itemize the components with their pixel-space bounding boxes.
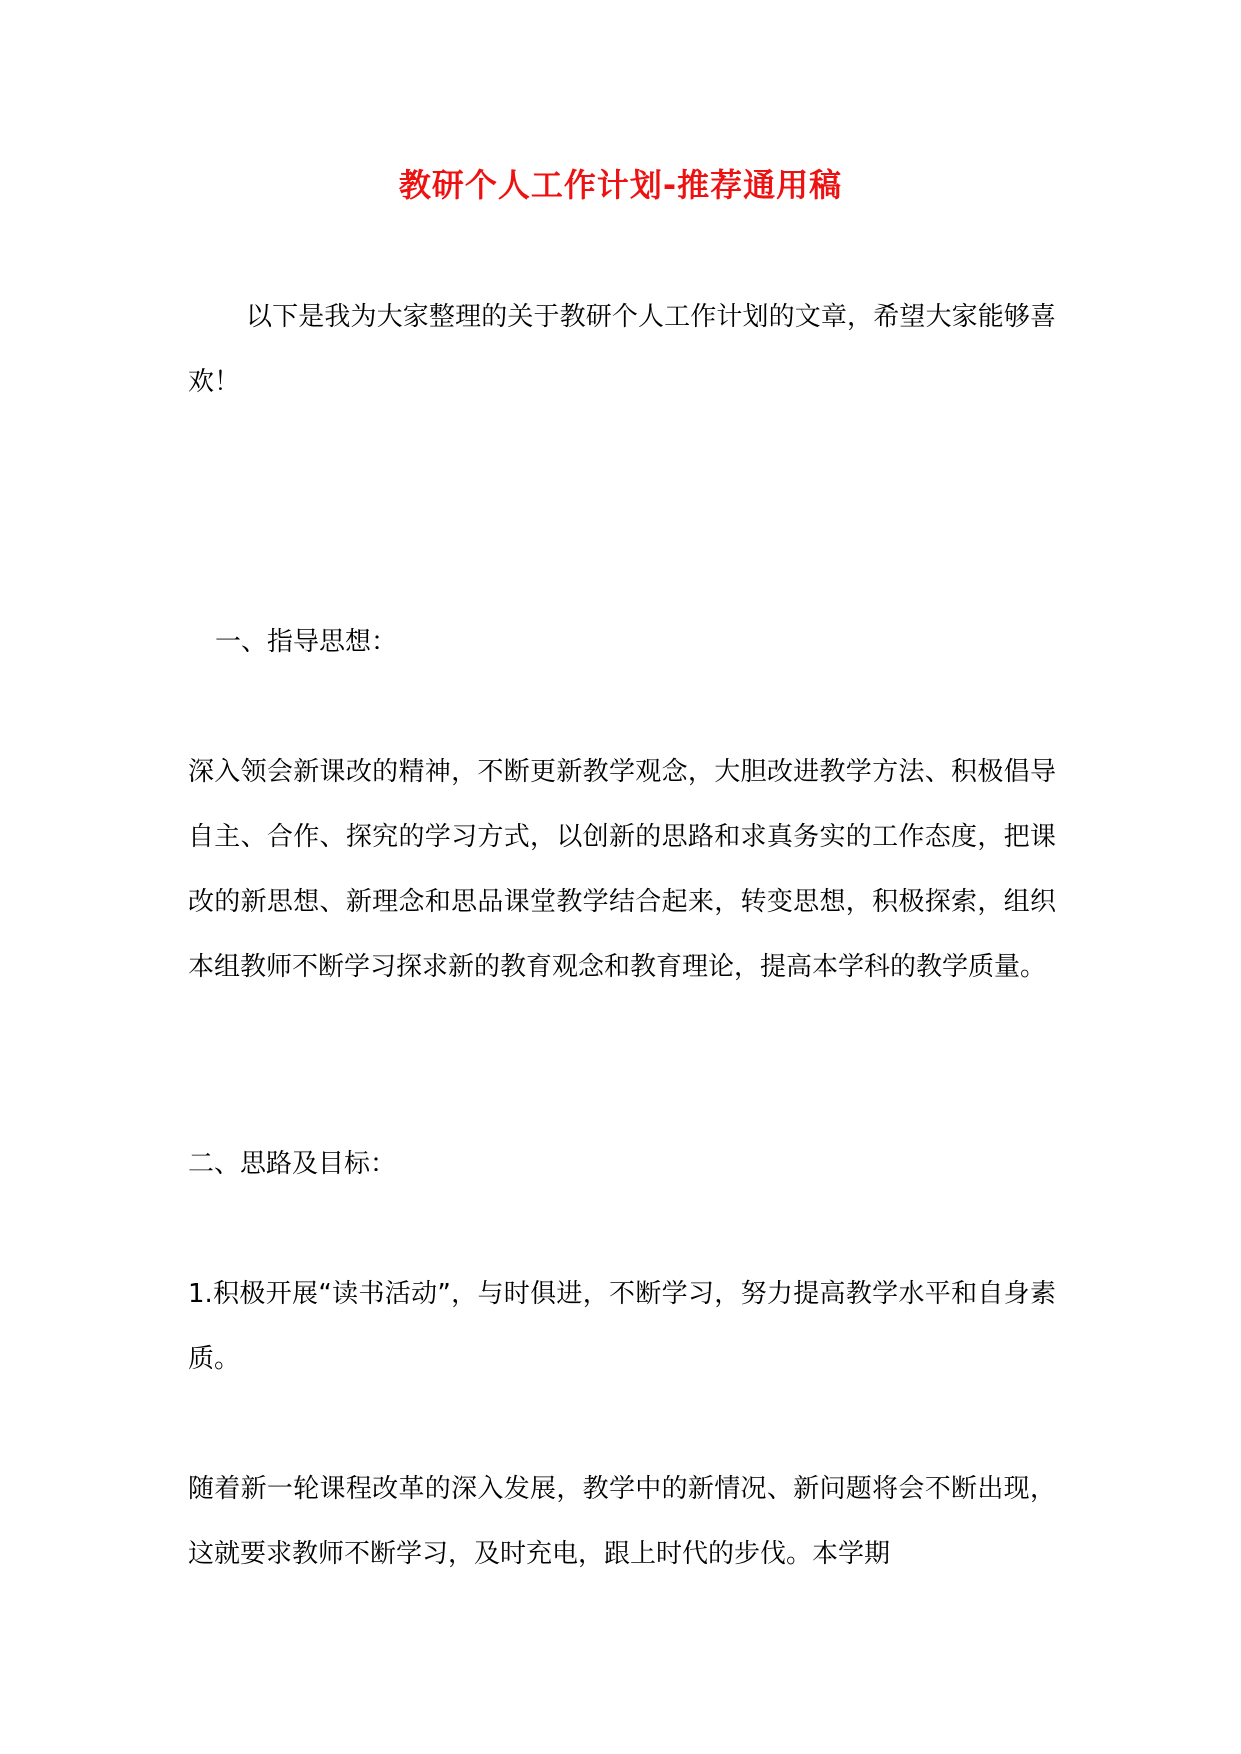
section-one-paragraph: 深入领会新课改的精神，不断更新教学观念，大胆改进教学方法、积极倡导自主、合作、探究的学习方式，以创新的思路和求真务实的工作态度，把课改的新思想、新理念和思品课堂教学结合起来，转变思想，积极探索，组织本组教师不断学习探求新的教育观念和教育理论，提高本学科的教学质量。 (188, 757, 1056, 982)
section-one-heading: 一、指导思想： (215, 627, 398, 657)
document-title: 教研个人工作计划-推荐通用稿 (398, 166, 843, 204)
section-two-item-1: 1.积极开展“读书活动”，与时俱进，不断学习，努力提高教学水平和自身素质。 (188, 1279, 1056, 1374)
section-two-heading: 二、思路及目标： (188, 1149, 397, 1179)
intro-paragraph: 以下是我为大家整理的关于教研个人工作计划的文章，希望大家能够喜欢！ (188, 302, 1056, 397)
section-two-paragraph: 随着新一轮课程改革的深入发展，教学中的新情况、新问题将会不断出现，这就要求教师不断学习，及时充电，跟上时代的步伐。本学期 (188, 1474, 1056, 1569)
